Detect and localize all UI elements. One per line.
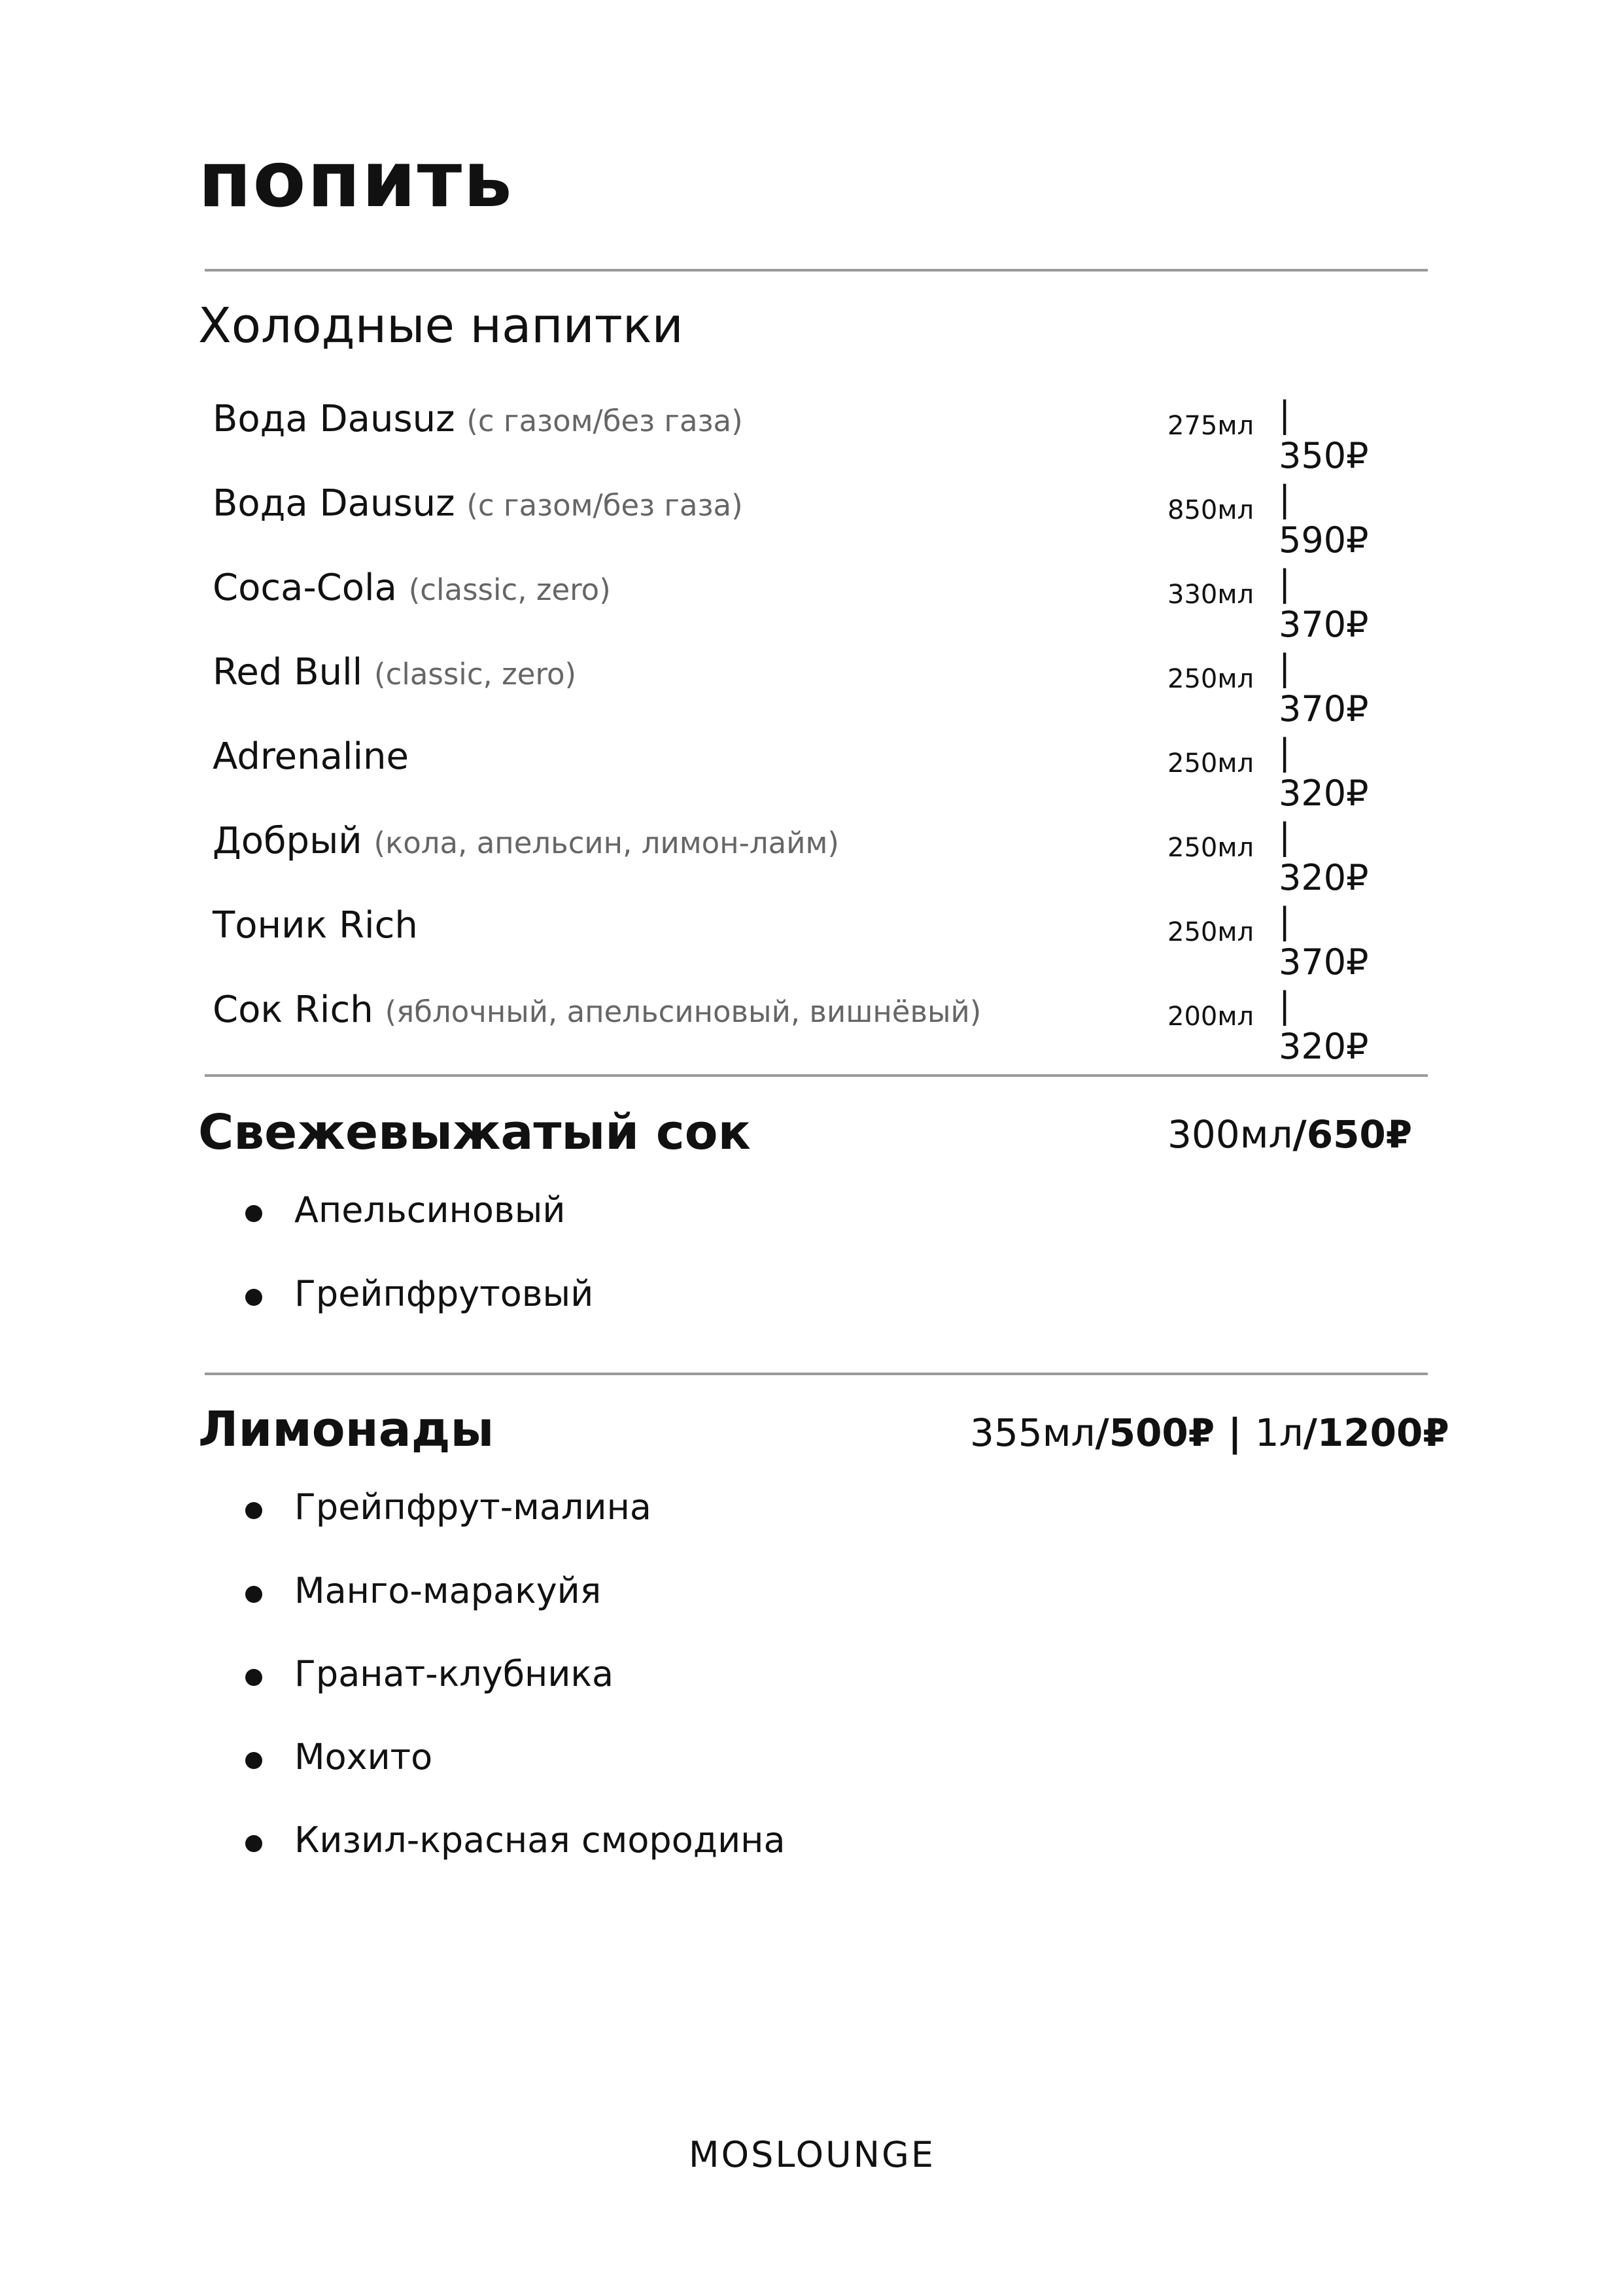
bullet-icon: [245, 1586, 262, 1603]
item-volume: 330мл: [1167, 580, 1254, 610]
bullet-icon: [245, 1752, 262, 1769]
item-name-line: [213, 735, 409, 778]
list-item-label: Гранат-клубника: [294, 1653, 614, 1694]
item-price: | 320₽: [1279, 816, 1369, 898]
list-item-label: Грейпфрутовый: [294, 1273, 594, 1314]
item-price: | 320₽: [1279, 731, 1369, 814]
item-name-line: [213, 398, 743, 440]
item-volume: 250мл: [1167, 664, 1254, 694]
item-note: (яблочный, апельсиновый, вишнёвый): [385, 994, 982, 1029]
menu-item: [213, 731, 1390, 814]
lemonade-volume-small: 355мл: [970, 1410, 1096, 1455]
item-name: Вода Dausuz: [213, 398, 455, 440]
item-note: (с газом/без газа): [466, 488, 743, 523]
item-price: | 590₽: [1279, 478, 1369, 561]
section-title-fresh-juice: Свежевыжатый сок: [198, 1104, 751, 1161]
item-note: (classic, zero): [408, 572, 611, 607]
bullet-icon: [245, 1205, 262, 1222]
item-name-line: [213, 651, 576, 693]
divider: [205, 1373, 1428, 1375]
item-name-line: [213, 989, 981, 1031]
item-name-line: [213, 567, 611, 609]
item-note: (кола, апельсин, лимон-лайм): [373, 826, 839, 860]
item-name: Red Bull: [213, 651, 363, 693]
section-title-cold-drinks: Холодные напитки: [198, 298, 683, 354]
menu-item: [213, 478, 1390, 561]
item-price: | 370₽: [1279, 900, 1369, 983]
menu-item: [213, 985, 1390, 1067]
lemonade-volume-large: 1л: [1254, 1410, 1304, 1455]
divider: [205, 269, 1428, 272]
brand-footer: MOSLOUNGE: [689, 2134, 935, 2175]
item-price: | 370₽: [1279, 647, 1369, 729]
list-item-label: Кизил-красная смородина: [294, 1819, 786, 1861]
fresh-price: /650₽: [1292, 1112, 1413, 1157]
item-name: Coca-Cola: [213, 567, 397, 609]
divider: [205, 1074, 1428, 1077]
menu-item: [213, 647, 1390, 729]
bullet-icon: [245, 1502, 262, 1519]
item-price: | 350₽: [1279, 394, 1369, 476]
item-note: (classic, zero): [374, 657, 577, 692]
item-volume: 850мл: [1167, 495, 1254, 525]
list-item-label: Апельсиновый: [294, 1189, 566, 1231]
menu-item: [213, 900, 1390, 983]
lemonade-price-small: /500₽: [1095, 1410, 1215, 1455]
bullet-icon: [245, 1669, 262, 1686]
item-volume: 200мл: [1167, 1002, 1254, 1032]
item-name: Добрый: [213, 820, 362, 862]
item-volume: 250мл: [1167, 748, 1254, 779]
item-volume: 250мл: [1167, 833, 1254, 863]
item-name-line: [213, 820, 839, 862]
lemonades-price: [970, 1410, 1449, 1455]
item-price: | 370₽: [1279, 563, 1369, 645]
lemonade-price-large: /1200₽: [1303, 1410, 1449, 1455]
item-name: Сок Rich: [213, 989, 373, 1031]
item-volume: 275мл: [1167, 411, 1254, 441]
price-separator: |: [1215, 1410, 1255, 1455]
menu-item: [213, 816, 1390, 898]
list-item-label: Мохито: [294, 1736, 433, 1778]
list-item-label: Грейпфрут-малина: [294, 1486, 652, 1528]
menu-item: [213, 394, 1390, 476]
item-note: (с газом/без газа): [466, 404, 743, 438]
menu-item: [213, 563, 1390, 645]
item-price: | 320₽: [1279, 985, 1369, 1067]
fresh-volume: 300мл: [1167, 1112, 1293, 1157]
item-name: Вода Dausuz: [213, 482, 455, 525]
bullet-icon: [245, 1835, 262, 1852]
list-item-label: Манго-маракуйя: [294, 1570, 602, 1611]
section-title-lemonades: Лимонады: [198, 1401, 494, 1458]
bullet-icon: [245, 1289, 262, 1306]
item-name-line: [213, 904, 418, 947]
fresh-juice-price: [1167, 1112, 1412, 1157]
item-volume: 250мл: [1167, 917, 1254, 947]
item-name: Adrenaline: [213, 735, 409, 778]
item-name: Тоник Rich: [213, 904, 418, 947]
item-name-line: [213, 482, 743, 525]
page-title: попить: [198, 134, 513, 224]
